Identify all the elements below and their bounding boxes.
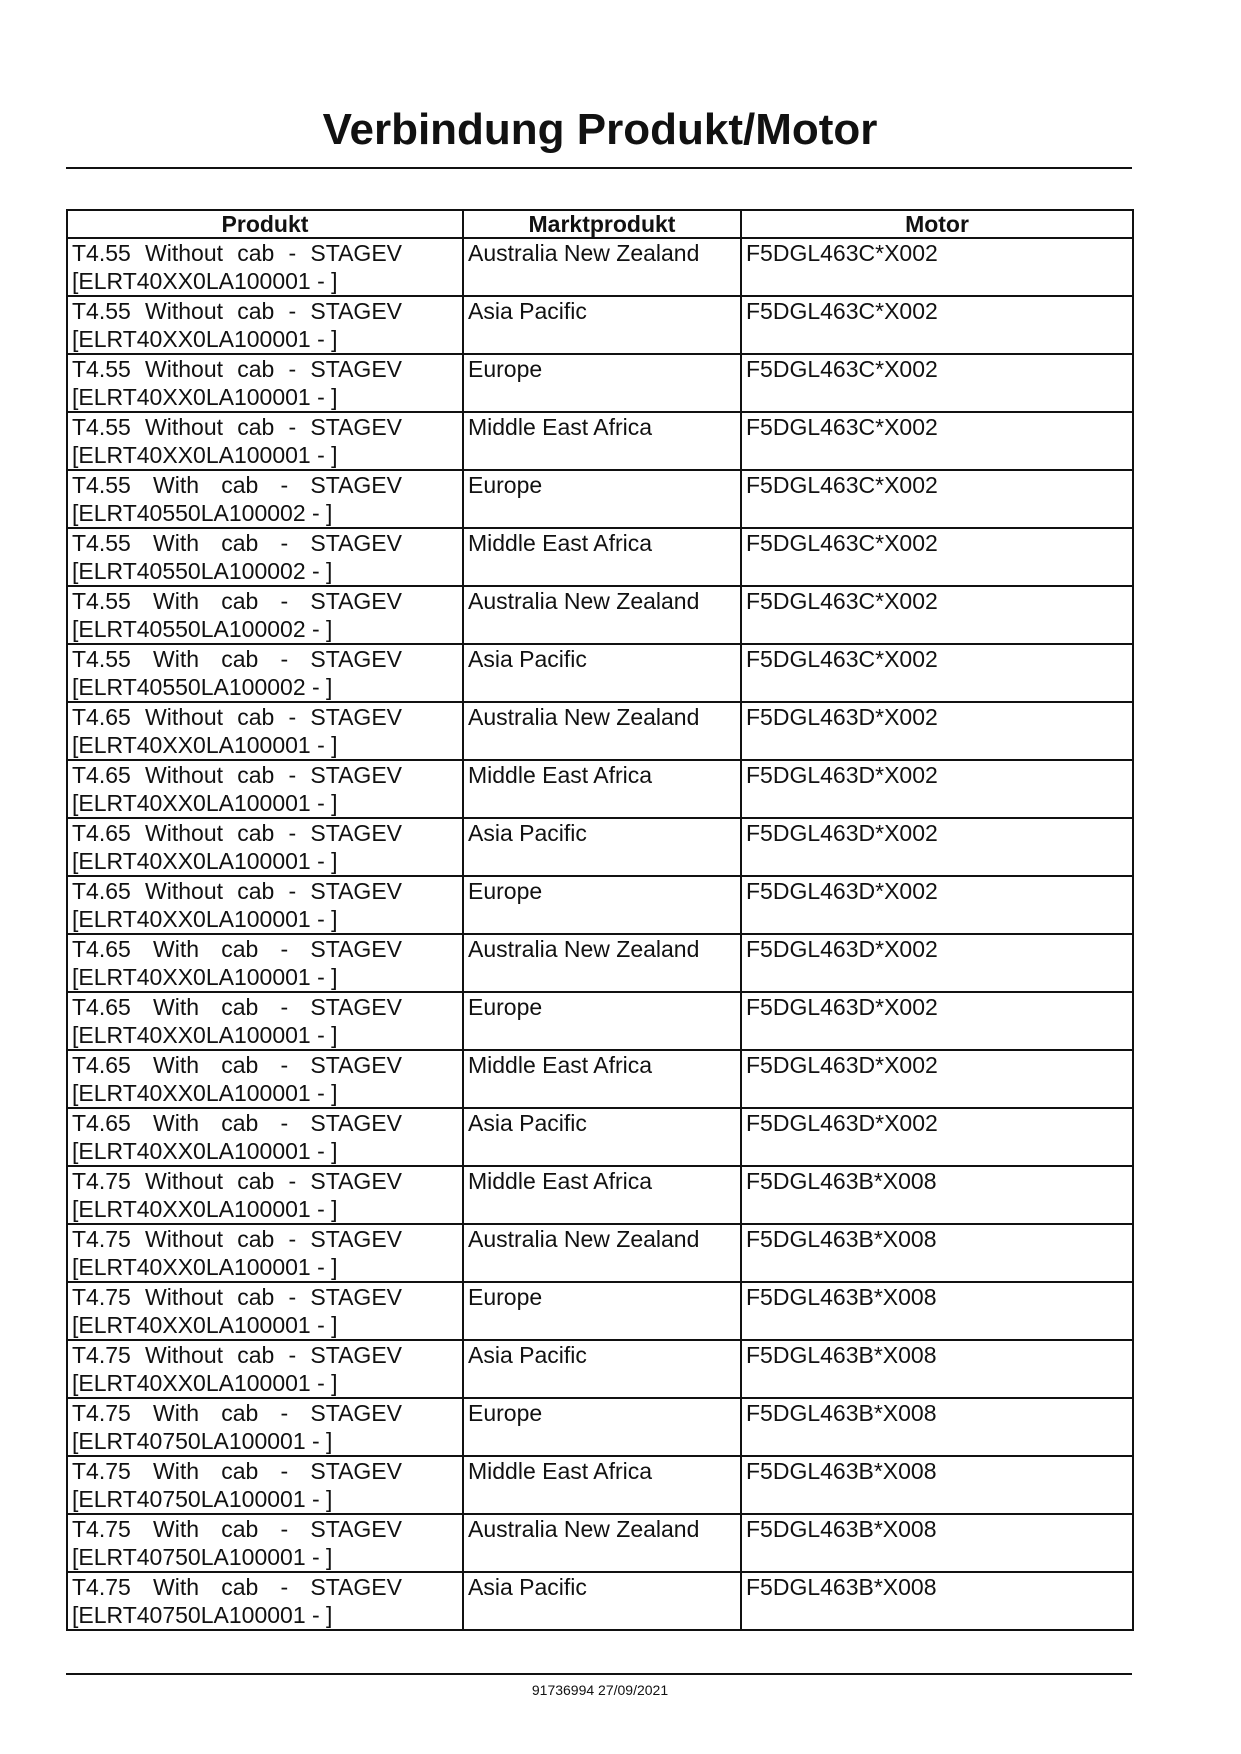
cell-produkt (67, 412, 463, 470)
table-row (67, 354, 1133, 412)
cell-marktprodukt: Asia Pacific (463, 1108, 741, 1166)
title-divider (66, 167, 1132, 169)
footer-divider (66, 1673, 1132, 1675)
produkt-serial-range: [ELRT40XX0LA100001 - ] (72, 790, 338, 816)
cell-marktprodukt: Europe (463, 1282, 741, 1340)
product-engine-table-container (66, 209, 1132, 1631)
produkt-name: T4.55 Without cab - STAGEV (72, 240, 402, 266)
page-title: Verbindung Produkt/Motor (322, 105, 878, 154)
table-row (67, 1340, 1133, 1398)
cell-produkt (67, 876, 463, 934)
cell-motor: F5DGL463C*X002 (741, 296, 1133, 354)
table-row (67, 528, 1133, 586)
cell-marktprodukt: Australia New Zealand (463, 702, 741, 760)
produkt-name: T4.65 Without cab - STAGEV (72, 762, 402, 788)
produkt-serial-range: [ELRT40750LA100001 - ] (72, 1602, 333, 1628)
cell-produkt (67, 992, 463, 1050)
produkt-name: T4.65 With cab - STAGEV (72, 1052, 402, 1078)
produkt-serial-range: [ELRT40XX0LA100001 - ] (72, 1370, 338, 1396)
produkt-serial-range: [ELRT40XX0LA100001 - ] (72, 848, 338, 874)
produkt-serial-range: [ELRT40XX0LA100001 - ] (72, 906, 338, 932)
produkt-serial-range: [ELRT40XX0LA100001 - ] (72, 1254, 338, 1280)
produkt-name: T4.75 Without cab - STAGEV (72, 1168, 402, 1194)
cell-motor: F5DGL463B*X008 (741, 1166, 1133, 1224)
table-row (67, 876, 1133, 934)
table-row (67, 1050, 1133, 1108)
cell-produkt (67, 1340, 463, 1398)
cell-marktprodukt: Asia Pacific (463, 1340, 741, 1398)
cell-marktprodukt: Middle East Africa (463, 760, 741, 818)
table-row (67, 644, 1133, 702)
produkt-serial-range: [ELRT40XX0LA100001 - ] (72, 1312, 338, 1338)
produkt-name: T4.65 Without cab - STAGEV (72, 820, 402, 846)
table-row (67, 1224, 1133, 1282)
cell-produkt (67, 702, 463, 760)
produkt-name: T4.65 Without cab - STAGEV (72, 878, 402, 904)
cell-produkt (67, 1224, 463, 1282)
cell-marktprodukt: Australia New Zealand (463, 238, 741, 296)
produkt-serial-range: [ELRT40XX0LA100001 - ] (72, 384, 338, 410)
table-row (67, 760, 1133, 818)
produkt-name: T4.55 With cab - STAGEV (72, 530, 402, 556)
produkt-name: T4.55 Without cab - STAGEV (72, 414, 402, 440)
cell-produkt (67, 644, 463, 702)
table-row (67, 818, 1133, 876)
produkt-serial-range: [ELRT40XX0LA100001 - ] (72, 326, 338, 352)
produkt-serial-range: [ELRT40550LA100002 - ] (72, 616, 333, 642)
produkt-name: T4.55 Without cab - STAGEV (72, 298, 402, 324)
table-row (67, 1108, 1133, 1166)
cell-motor: F5DGL463B*X008 (741, 1340, 1133, 1398)
produkt-serial-range: [ELRT40XX0LA100001 - ] (72, 732, 338, 758)
cell-produkt (67, 934, 463, 992)
produkt-serial-range: [ELRT40750LA100001 - ] (72, 1428, 333, 1454)
column-header-produkt: Produkt (67, 210, 463, 238)
produkt-serial-range: [ELRT40550LA100002 - ] (72, 500, 333, 526)
cell-motor: F5DGL463B*X008 (741, 1572, 1133, 1630)
cell-motor: F5DGL463C*X002 (741, 470, 1133, 528)
cell-motor: F5DGL463D*X002 (741, 1108, 1133, 1166)
table-row (67, 1514, 1133, 1572)
table-row (67, 1572, 1133, 1630)
cell-produkt (67, 238, 463, 296)
cell-motor: F5DGL463C*X002 (741, 238, 1133, 296)
cell-marktprodukt: Europe (463, 354, 741, 412)
cell-marktprodukt: Australia New Zealand (463, 586, 741, 644)
cell-marktprodukt: Middle East Africa (463, 412, 741, 470)
produkt-name: T4.55 Without cab - STAGEV (72, 356, 402, 382)
table-row (67, 1166, 1133, 1224)
produkt-serial-range: [ELRT40XX0LA100001 - ] (72, 964, 338, 990)
produkt-serial-range: [ELRT40550LA100002 - ] (72, 674, 333, 700)
cell-marktprodukt: Europe (463, 470, 741, 528)
cell-motor: F5DGL463B*X008 (741, 1282, 1133, 1340)
produkt-serial-range: [ELRT40XX0LA100001 - ] (72, 1138, 338, 1164)
cell-produkt (67, 760, 463, 818)
table-row (67, 702, 1133, 760)
cell-motor: F5DGL463C*X002 (741, 586, 1133, 644)
cell-marktprodukt: Middle East Africa (463, 1050, 741, 1108)
produkt-name: T4.65 With cab - STAGEV (72, 1110, 402, 1136)
cell-motor: F5DGL463D*X002 (741, 876, 1133, 934)
cell-motor: F5DGL463D*X002 (741, 992, 1133, 1050)
table-row (67, 1456, 1133, 1514)
cell-marktprodukt: Middle East Africa (463, 1166, 741, 1224)
produkt-serial-range: [ELRT40750LA100001 - ] (72, 1544, 333, 1570)
produkt-name: T4.75 With cab - STAGEV (72, 1458, 402, 1484)
product-engine-table (66, 209, 1134, 1631)
cell-motor: F5DGL463D*X002 (741, 760, 1133, 818)
cell-marktprodukt: Asia Pacific (463, 818, 741, 876)
cell-produkt (67, 818, 463, 876)
produkt-name: T4.75 With cab - STAGEV (72, 1574, 402, 1600)
table-body (67, 238, 1133, 1630)
produkt-name: T4.75 Without cab - STAGEV (72, 1284, 402, 1310)
cell-motor: F5DGL463B*X008 (741, 1514, 1133, 1572)
cell-motor: F5DGL463D*X002 (741, 934, 1133, 992)
cell-marktprodukt: Asia Pacific (463, 644, 741, 702)
cell-produkt (67, 1398, 463, 1456)
table-row (67, 296, 1133, 354)
column-header-marktprodukt: Marktprodukt (463, 210, 741, 238)
produkt-name: T4.75 With cab - STAGEV (72, 1400, 402, 1426)
cell-motor: F5DGL463B*X008 (741, 1398, 1133, 1456)
produkt-serial-range: [ELRT40550LA100002 - ] (72, 558, 333, 584)
cell-motor: F5DGL463D*X002 (741, 1050, 1133, 1108)
table-row (67, 934, 1133, 992)
cell-marktprodukt: Asia Pacific (463, 1572, 741, 1630)
cell-marktprodukt: Australia New Zealand (463, 1514, 741, 1572)
cell-marktprodukt: Australia New Zealand (463, 934, 741, 992)
produkt-serial-range: [ELRT40XX0LA100001 - ] (72, 1022, 338, 1048)
produkt-name: T4.75 Without cab - STAGEV (72, 1226, 402, 1252)
cell-marktprodukt: Asia Pacific (463, 296, 741, 354)
table-row (67, 238, 1133, 296)
table-row (67, 470, 1133, 528)
cell-marktprodukt: Australia New Zealand (463, 1224, 741, 1282)
cell-motor: F5DGL463C*X002 (741, 644, 1133, 702)
footer-doc-id-date: 91736994 27/09/2021 (531, 1682, 669, 1698)
cell-motor: F5DGL463C*X002 (741, 354, 1133, 412)
cell-produkt (67, 1108, 463, 1166)
cell-marktprodukt: Middle East Africa (463, 1456, 741, 1514)
produkt-serial-range: [ELRT40XX0LA100001 - ] (72, 268, 338, 294)
produkt-name: T4.55 With cab - STAGEV (72, 588, 402, 614)
table-row (67, 1398, 1133, 1456)
cell-marktprodukt: Europe (463, 992, 741, 1050)
cell-produkt (67, 586, 463, 644)
cell-marktprodukt: Europe (463, 1398, 741, 1456)
produkt-name: T4.65 With cab - STAGEV (72, 994, 402, 1020)
cell-produkt (67, 354, 463, 412)
cell-produkt (67, 1166, 463, 1224)
cell-produkt (67, 1572, 463, 1630)
cell-produkt (67, 470, 463, 528)
cell-motor: F5DGL463D*X002 (741, 818, 1133, 876)
produkt-name: T4.55 With cab - STAGEV (72, 646, 402, 672)
table-header-row (67, 210, 1133, 238)
cell-produkt (67, 1514, 463, 1572)
produkt-name: T4.55 With cab - STAGEV (72, 472, 402, 498)
cell-produkt (67, 1050, 463, 1108)
cell-produkt (67, 1282, 463, 1340)
cell-marktprodukt: Middle East Africa (463, 528, 741, 586)
cell-motor: F5DGL463B*X008 (741, 1456, 1133, 1514)
produkt-serial-range: [ELRT40750LA100001 - ] (72, 1486, 333, 1512)
produkt-serial-range: [ELRT40XX0LA100001 - ] (72, 1080, 338, 1106)
cell-motor: F5DGL463D*X002 (741, 702, 1133, 760)
table-row (67, 412, 1133, 470)
table-row (67, 1282, 1133, 1340)
produkt-name: T4.65 With cab - STAGEV (72, 936, 402, 962)
produkt-name: T4.75 Without cab - STAGEV (72, 1342, 402, 1368)
produkt-name: T4.65 Without cab - STAGEV (72, 704, 402, 730)
cell-motor: F5DGL463C*X002 (741, 412, 1133, 470)
cell-marktprodukt: Europe (463, 876, 741, 934)
cell-motor: F5DGL463C*X002 (741, 528, 1133, 586)
cell-produkt (67, 1456, 463, 1514)
column-header-motor: Motor (741, 210, 1133, 238)
cell-produkt (67, 296, 463, 354)
table-row (67, 992, 1133, 1050)
produkt-name: T4.75 With cab - STAGEV (72, 1516, 402, 1542)
produkt-serial-range: [ELRT40XX0LA100001 - ] (72, 1196, 338, 1222)
produkt-serial-range: [ELRT40XX0LA100001 - ] (72, 442, 338, 468)
cell-motor: F5DGL463B*X008 (741, 1224, 1133, 1282)
cell-produkt (67, 528, 463, 586)
table-row (67, 586, 1133, 644)
